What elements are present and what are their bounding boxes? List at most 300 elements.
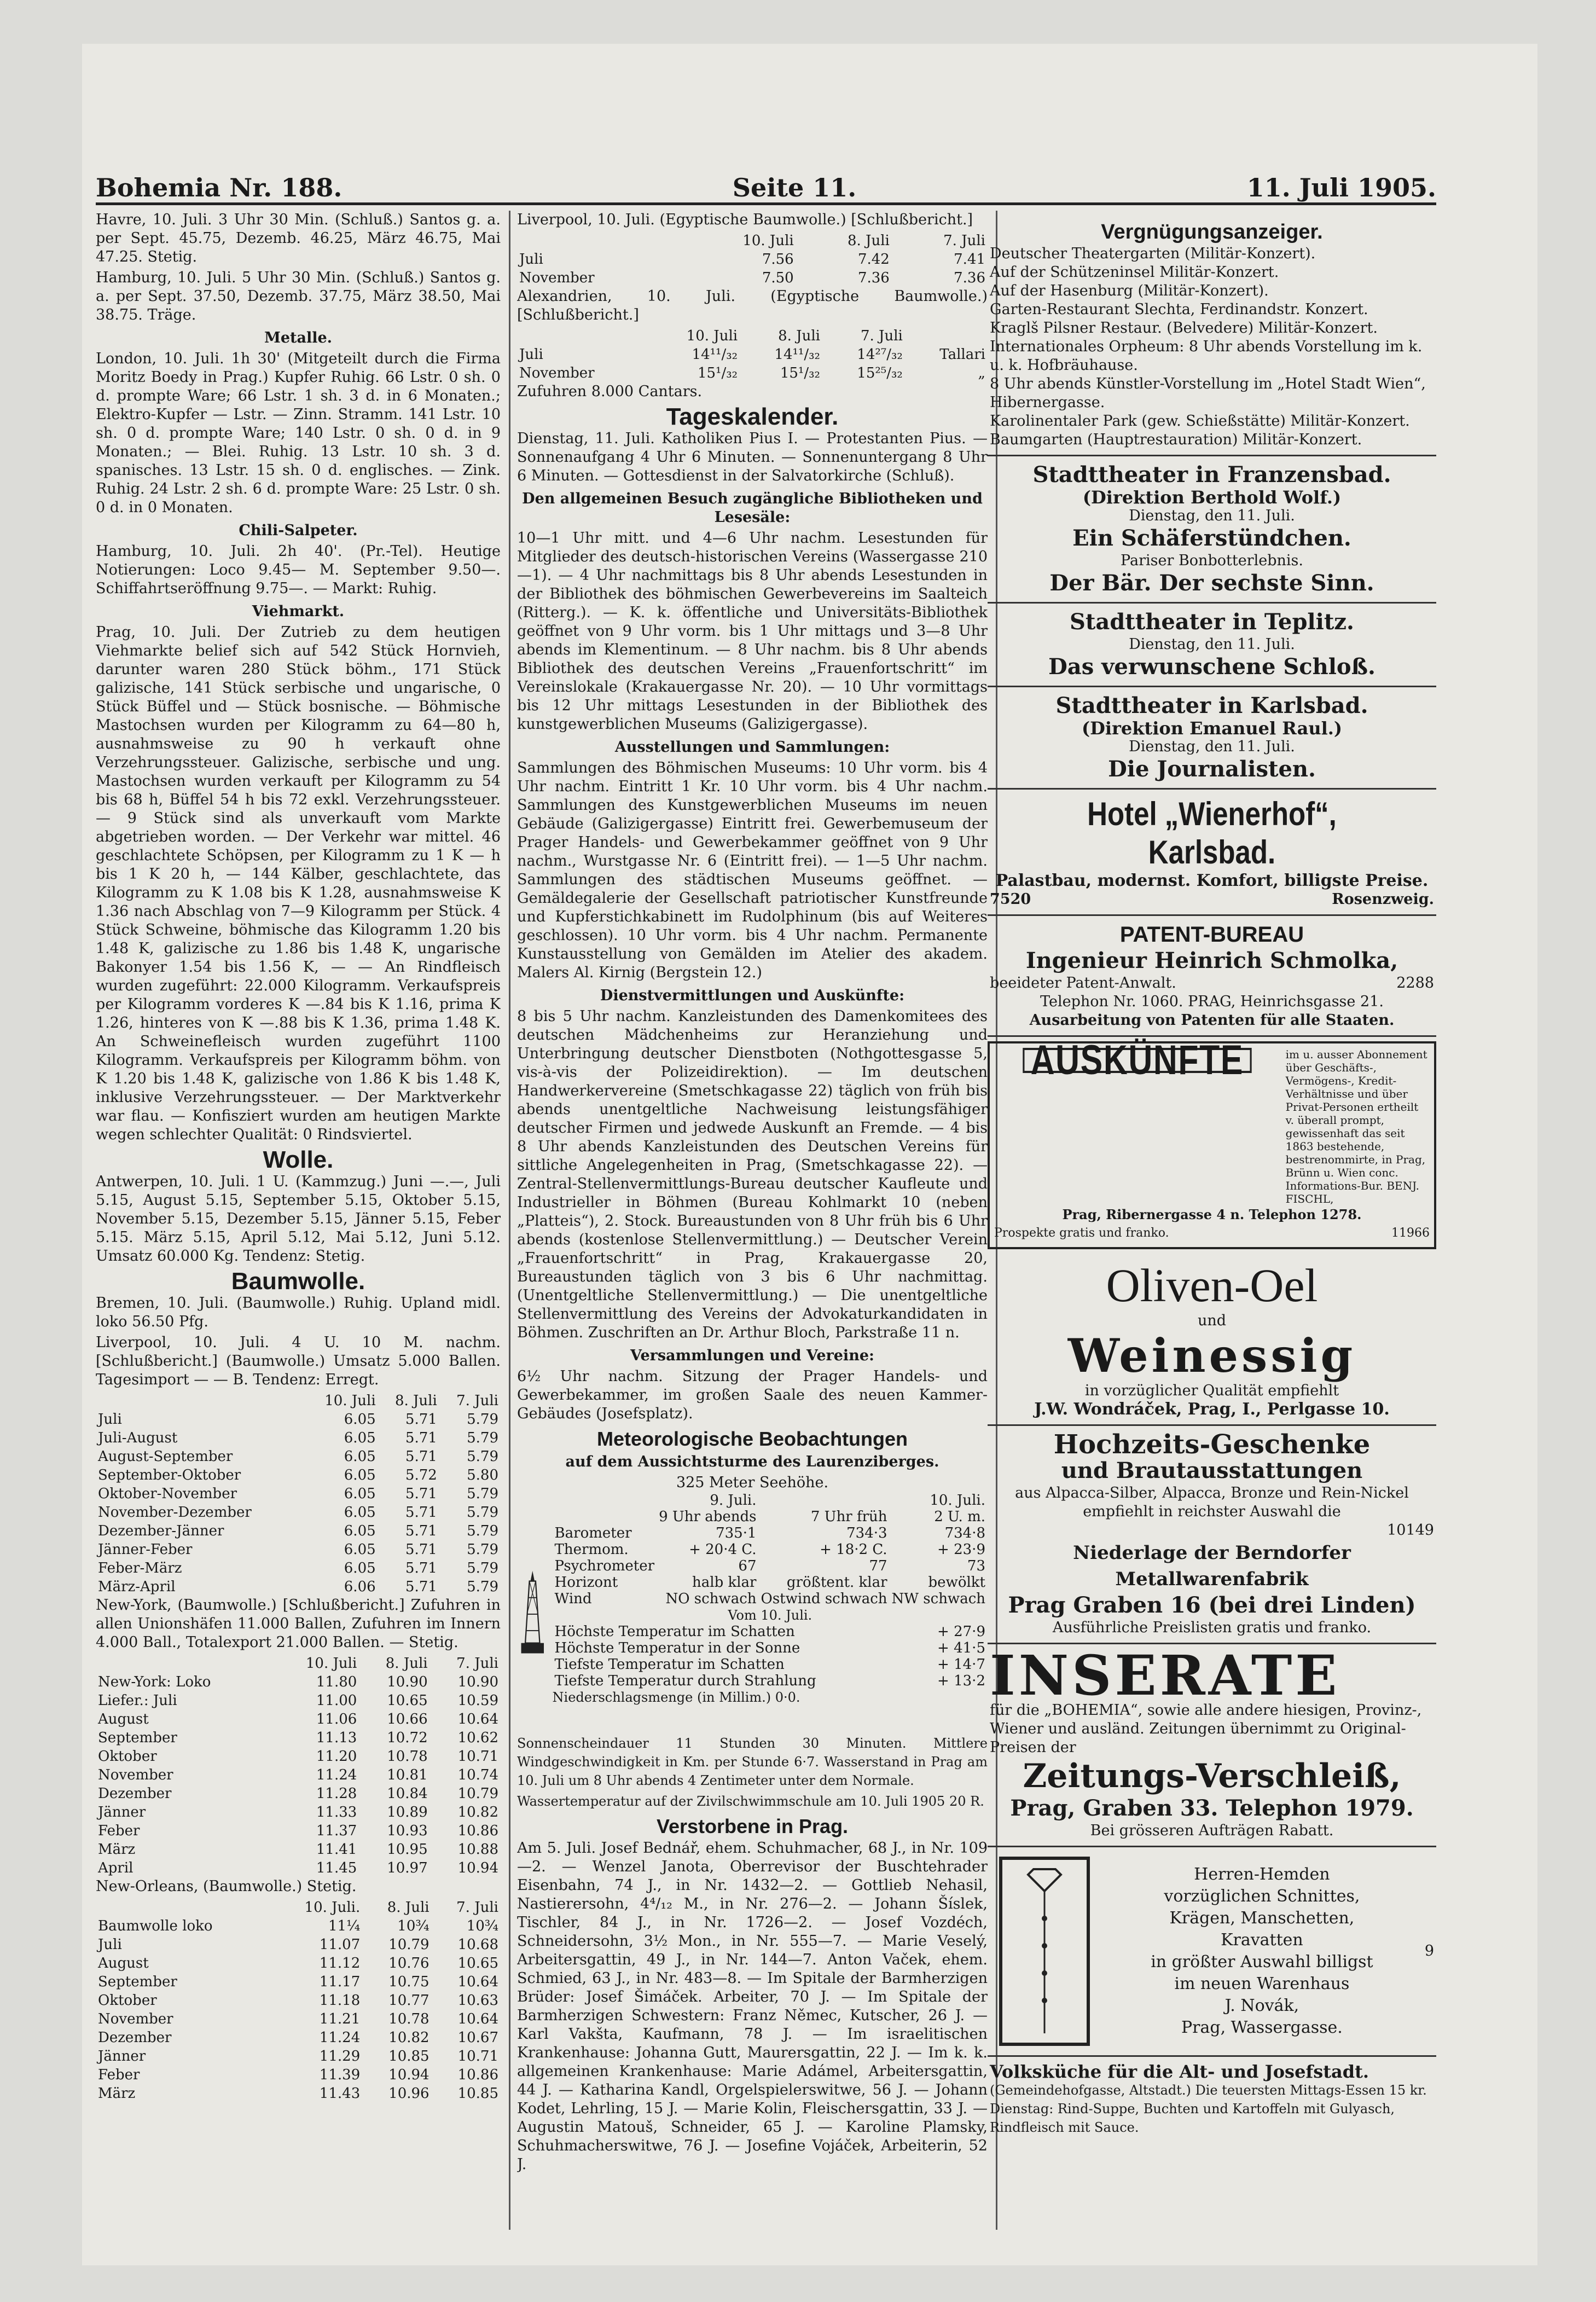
table-header-cell xyxy=(96,1898,273,1917)
table-cell: 10.62 xyxy=(457,1730,498,1746)
list-item: im neuen Warenhaus xyxy=(1174,1974,1350,1993)
table-cell: 10.64 xyxy=(457,2011,498,2027)
meteo-time: 2 U. m. xyxy=(934,1509,985,1525)
table-cell: 6.05 xyxy=(344,1430,376,1446)
table-row xyxy=(96,2066,501,2084)
table-row xyxy=(96,1485,501,1503)
volkskueche-title: Volksküche für die Alt- und Josefstadt. xyxy=(990,2061,1369,2082)
table-row xyxy=(517,345,988,364)
vergnuegungsanzeiger-heading: Vergnügungsanzeiger. xyxy=(1101,221,1323,243)
table-cell: 10.78 xyxy=(387,1748,428,1765)
table-cell: „ xyxy=(978,365,985,381)
hochzeits-number: 10149 xyxy=(1387,1522,1434,1539)
franzensbad-subtitle: Pariser Bonbotterlebnis. xyxy=(1121,552,1303,569)
hochzeits-footer: Ausführliche Preislisten gratis und franko. xyxy=(1052,1619,1372,1636)
table-cell: August xyxy=(98,1955,149,1972)
havre-report: Havre, 10. Juli. 3 Uhr 30 Min. (Schluß.) Santos g. a. per Sept. 45.75, Dezemb. 46.25, März 46.75, Mai 47.25. Stetig. xyxy=(96,211,501,265)
table-cell: März-April xyxy=(98,1579,176,1595)
patent-footer: Ausarbeitung von Patenten für alle Staaten. xyxy=(1029,1012,1395,1029)
table-header-row xyxy=(517,327,988,345)
meteo-from: Vom 10. Juli. xyxy=(728,1608,812,1623)
table-cell: 5.71 xyxy=(405,1523,437,1539)
table-row xyxy=(553,1574,988,1591)
hochzeits-title: Hochzeits-Geschenke xyxy=(1053,1429,1371,1460)
table-cell: 67 xyxy=(738,1558,757,1574)
table-cell: 11.06 xyxy=(316,1711,357,1727)
table-cell: 10.82 xyxy=(388,2030,430,2046)
table-cell: 10¾ xyxy=(466,1918,498,1934)
table-header-cell: 7. Juli xyxy=(456,1899,498,1916)
table-cell: Oktober-November xyxy=(98,1486,237,1502)
table-cell: Juli-August xyxy=(98,1430,178,1446)
column-markets xyxy=(96,211,501,2235)
wolle-report: Antwerpen, 10. Juli. 1 U. (Kammzug.) Juni —.—, Juli 5.15, August 5.15, September 5.15, Oktober 5.15, November 5.15, Dezember 5.15, Jänner 5.15, Feber 5.15. März 5.15, April 5.12, Mai 5.12, Juni 5.12. Umsatz 60.000 Kg. Tendenz: Stetig. xyxy=(96,1173,501,1265)
table-cell: 11.45 xyxy=(316,1860,357,1876)
table-cell: 10.81 xyxy=(387,1767,428,1783)
table-cell: Psychrometer xyxy=(554,1558,655,1574)
table-cell: Feber xyxy=(98,2067,140,2083)
list-item: Kravatten xyxy=(1221,1930,1303,1950)
list-item: Kraglš Pilsner Restaur. (Belvedere) Militär-Konzert. xyxy=(990,320,1378,337)
table-cell: 10.94 xyxy=(457,1860,498,1876)
table-cell: 5.71 xyxy=(405,1411,437,1428)
auskuenfte-address: Prag, Ribernergasse 4 n. Telephon 1278. xyxy=(1062,1207,1362,1222)
issue-date: 11. Juli 1905. xyxy=(1246,173,1436,202)
versammlungen-heading: Versammlungen und Vereine: xyxy=(630,1347,874,1364)
table-cell: 10.64 xyxy=(457,1974,498,1990)
table-cell: 6.05 xyxy=(344,1448,376,1465)
franzensbad-title: Stadttheater in Franzensbad. xyxy=(1032,462,1391,488)
table-cell: 10.65 xyxy=(387,1692,428,1709)
table-row xyxy=(517,269,988,287)
table-cell: New-York: Loko xyxy=(98,1674,211,1690)
table-row xyxy=(96,1540,501,1559)
dienst-text: 8 bis 5 Uhr nachm. Kanzleistunden des Damenkomitees des deutschen Mädchenheims zur Heranziehung und Unterbringung deutscher Dienstboten (Nothgottesgasse 5, vis-à-vis der Polizeidirektion). — Im deutschen Handwerkervereine (Smetschkagasse 22) täglich von früh bis abends unentgeltliche Nachweisung leistungsfähiger deutscher Firmen und jedwede Auskunft an Fremde. — 4 bis 8 Uhr abends Kanzleistunden des Deutschen Vereins für sittliche Angelegenheiten in Prag, (Smetschkagasse 22). — Zentral-Stellenvermittlungs-Bureau deutscher Kaufleute und Industrieller in Böhmen (Bureau Kohlmarkt 10 (neben „Platteis“), 2. Stock. Bureaustunden von 8 Uhr früh bis 6 Uhr abends (kostenlose Stellenvermittlung.) — Deutscher Verein „Frauenfortschritt“ in Prag, Krakauergasse 20, Bureaustunden täglich von 3 bis 6 Uhr nachmittag. (Unentgeltliche Stellenvermittlung.) — Die unentgeltliche Stellenvermittlung des Vereins der Advokaturkandidaten in Böhmen. Zuschriften an Dr. Arthur Bloch, Parkstraße 11 n. xyxy=(517,1008,988,1341)
table-row xyxy=(96,1784,501,1803)
auskuenfte-ad xyxy=(988,1037,1436,1249)
hochzeits-address: Prag Graben 16 (bei drei Linden) xyxy=(1008,1592,1416,1618)
table-cell: 11.39 xyxy=(319,2067,361,2083)
patent-subtitle: beeideter Patent-Anwalt. xyxy=(990,975,1176,991)
patent-number: 2288 xyxy=(1396,975,1434,991)
hemden-ad xyxy=(988,1847,1436,2057)
hotel-number: 7520 xyxy=(990,891,1031,908)
table-cell: 7.41 xyxy=(954,251,985,268)
table-cell: 15²⁵/₃₂ xyxy=(857,365,903,381)
table-cell: Jänner xyxy=(98,1804,146,1820)
table-header-cell: 8. Juli xyxy=(385,1655,428,1672)
table-cell: halb klar xyxy=(692,1574,757,1591)
table-cell: 7.56 xyxy=(762,251,794,268)
table-cell: 10.78 xyxy=(388,2011,430,2027)
table-cell: März xyxy=(98,2085,136,2102)
table-cell: 5.71 xyxy=(405,1448,437,1465)
table-cell: Tiefste Temperatur im Schatten xyxy=(554,1656,785,1673)
list-item: vorzüglichen Schnittes, xyxy=(1164,1887,1360,1906)
alexandria-report: Alexandrien, 10. Juli. (Egyptische Baumwolle.) [Schlußbericht.] xyxy=(517,288,988,323)
meteo-date-2: 10. Juli. xyxy=(930,1492,985,1509)
karlsbad-date: Dienstag, den 11. Juli. xyxy=(1129,738,1295,755)
bibliotheken-heading: Den allgemeinen Besuch zugängliche Bibliotheken und Lesesäle: xyxy=(522,490,983,526)
versammlungen-text: 6½ Uhr nachm. Sitzung der Prager Handels- und Gewerbekammer, im großen Saale des neuen Kammer-Gebäudes (Josefsplatz). xyxy=(517,1368,988,1422)
list-item: Garten-Restaurant Slechta, Ferdinandstr. Konzert. xyxy=(990,301,1368,318)
franzensbad-ad xyxy=(988,456,1436,604)
bibliotheken-text: 10—1 Uhr mitt. und 4—6 Uhr nachm. Lesestunden für Mitglieder des deutsch-historischen Vereins (Wassergasse 210—1). — 4 Uhr nachmittags bis 8 Uhr abends Lesestunden in der Bibliothek des böhmischen Gewerbevereins im Saalteich (Ritterg.). — K. k. öffentliche und Universitäts-Bibliothek geöffnet von 9 Uhr vorm. bis 1 Uhr mittags und 3—8 Uhr abends im Klementinum. — 8 Uhr nachm. bis 8 Uhr abends Bibliothek des deutschen Vereins „Frauenfortschritt“ im Vereinslokale (Krakauergasse Nr. 20). — 10 Uhr vormittags bis 12 Uhr mittags Lesestunden in der Bibliothek des kunstgewerblichen Museums (Galizigergasse). xyxy=(517,530,988,733)
teplitz-play: Das verwunschene Schloß. xyxy=(1048,654,1376,680)
table-cell: Ostwind schwach xyxy=(761,1591,887,1607)
table-header-cell xyxy=(96,1654,275,1673)
table-cell: Baumwolle loko xyxy=(98,1918,213,1934)
table-cell: 10.79 xyxy=(457,1785,498,1802)
weinessig-title: Weinessig xyxy=(1067,1329,1356,1383)
auskuenfte-footer: Prospekte gratis und franko. xyxy=(994,1226,1169,1240)
metalle-heading: Metalle. xyxy=(264,329,333,346)
table-cell: + 18·2 C. xyxy=(820,1541,887,1558)
table-cell: 10.75 xyxy=(388,1974,430,1990)
table-row xyxy=(96,1410,501,1429)
table-cell: Höchste Temperatur in der Sonne xyxy=(554,1640,800,1656)
table-cell: Tiefste Temperatur durch Strahlung xyxy=(554,1673,816,1689)
table-cell: 10.76 xyxy=(388,1955,430,1972)
list-item: in größter Auswahl billigst xyxy=(1151,1952,1373,1972)
table-cell: November xyxy=(519,365,595,381)
table-cell: September xyxy=(98,1730,177,1746)
table-row xyxy=(517,250,988,269)
table-cell: 5.71 xyxy=(405,1430,437,1446)
liverpool-report: Liverpool, 10. Juli. 4 U. 10 M. nachm. [Schlußbericht.] (Baumwolle.) Umsatz 5.000 Ballen. Tagesimport — — B. Tendenz: Erregt. xyxy=(96,1334,501,1388)
table-row xyxy=(96,2028,501,2047)
franzensbad-direction: (Direktion Berthold Wolf.) xyxy=(1082,487,1342,508)
table-cell: 5.79 xyxy=(467,1579,498,1595)
table-cell: 10.72 xyxy=(387,1730,428,1746)
table-cell: + 14·7 xyxy=(937,1656,985,1673)
hemden-text xyxy=(1105,1864,1419,2039)
dienst-heading: Dienstvermittlungen und Auskünfte: xyxy=(600,987,905,1004)
table-row xyxy=(96,1559,501,1578)
inserate-address: Prag, Graben 33. Telephon 1979. xyxy=(1010,1795,1414,1821)
table-cell: Thermom. xyxy=(554,1541,629,1558)
list-item: Prag, Wassergasse. xyxy=(1181,2018,1343,2037)
table-cell: 734·8 xyxy=(944,1525,985,1541)
table-header-cell: 8. Juli xyxy=(387,1899,430,1916)
table-header-row xyxy=(517,231,988,250)
table-cell: 10.63 xyxy=(457,1992,498,2009)
newyork-table xyxy=(96,1654,501,1877)
table-cell: 10.89 xyxy=(387,1804,428,1820)
table-cell: November xyxy=(98,1767,173,1783)
table-cell: November xyxy=(98,2011,173,2027)
volkskueche-text: (Gemeindehofgasse, Altstadt.) Die teuersten Mittags-Essen 15 kr. Dienstag: Rind-Suppe, Buchten und Kartoffeln mit Gulyasch, Rindfleisch mit Sauce. xyxy=(990,2083,1427,2135)
oliven-oel-title: Oliven-Oel xyxy=(1106,1259,1318,1312)
list-item: J. Novák, xyxy=(1224,1996,1299,2015)
table-cell: 7.50 xyxy=(762,270,794,286)
table-header-cell: 7. Juli xyxy=(456,1655,498,1672)
table-cell: 6.05 xyxy=(344,1467,376,1483)
table-cell: 11.00 xyxy=(316,1692,357,1709)
table-cell: Wind xyxy=(554,1591,592,1607)
meteo-altitude: 325 Meter Seehöhe. xyxy=(676,1474,829,1491)
table-cell: 6.05 xyxy=(344,1486,376,1502)
list-item: Baumgarten (Hauptrestauration) Militär-Konzert. xyxy=(990,431,1362,448)
shirt-icon xyxy=(990,1853,1099,2050)
vergnuegungsanzeiger-list xyxy=(990,245,1434,449)
table-cell: 14¹¹/₃₂ xyxy=(774,346,820,363)
hamburg-report: Hamburg, 10. Juli. 5 Uhr 30 Min. (Schluß.) Santos g. a. per Sept. 37.50, Dezemb. 37.75, März 38.50, Mai 38.75. Träge. xyxy=(96,269,501,323)
column-ads xyxy=(988,211,1436,2235)
table-row xyxy=(553,1656,988,1673)
patent-title: PATENT-BUREAU xyxy=(1119,923,1304,947)
table-cell: 735·1 xyxy=(716,1525,757,1541)
table-cell: Horizont xyxy=(554,1574,618,1591)
meteo-date-1: 9. Juli. xyxy=(710,1492,757,1509)
table-row xyxy=(96,1673,501,1691)
table-cell: 11.43 xyxy=(319,2085,361,2102)
table-cell: 11.21 xyxy=(319,2011,361,2027)
table-cell: 10.79 xyxy=(388,1936,430,1953)
table-cell: 11.24 xyxy=(316,1767,357,1783)
table-cell: 14¹¹/₃₂ xyxy=(692,346,738,363)
table-cell: November xyxy=(519,270,595,286)
table-header-row xyxy=(96,1654,501,1673)
masthead-left: Bohemia Nr. 188. xyxy=(96,173,343,202)
auskuenfte-title: AUSKÜNFTE xyxy=(1023,1048,1251,1073)
meteo-extra: Sonnenscheindauer 11 Stunden 30 Minuten. Mittlere Windgeschwindigkeit in Km. per Stunde 6·7. Wasserstand in Prag am 10. Juli um 8 Uhr abends 4 Zentimeter unter dem Normale. xyxy=(517,1736,988,1788)
table-cell: 5.79 xyxy=(467,1430,498,1446)
table-cell: Oktober xyxy=(98,1748,157,1765)
table-cell: November-Dezember xyxy=(98,1504,252,1521)
table-cell: 5.79 xyxy=(467,1486,498,1502)
table-cell: Oktober xyxy=(98,1992,157,2009)
inserate-footer: Bei grösseren Aufträgen Rabatt. xyxy=(1090,1822,1334,1839)
weinessig-subtitle: in vorzüglicher Qualität empfiehlt xyxy=(1084,1382,1339,1399)
teplitz-date: Dienstag, den 11. Juli. xyxy=(1129,636,1295,653)
table-cell: April xyxy=(98,1860,134,1876)
table-header-cell xyxy=(517,327,648,345)
table-cell: 10.88 xyxy=(457,1841,498,1858)
neworleans-table xyxy=(96,1898,501,2103)
table-cell: 6.06 xyxy=(344,1579,376,1595)
list-item: Auf der Hasenburg (Militär-Konzert). xyxy=(990,282,1269,299)
table-cell: 10.82 xyxy=(457,1804,498,1820)
vieh-heading: Viehmarkt. xyxy=(252,603,345,620)
alexandria-footnote: Zufuhren 8.000 Cantars. xyxy=(517,383,703,400)
karlsbad-title: Stadttheater in Karlsbad. xyxy=(1055,693,1368,718)
table-cell: 5.79 xyxy=(467,1411,498,1428)
table-cell: 10.84 xyxy=(387,1785,428,1802)
table-cell: 11.17 xyxy=(319,1974,361,1990)
table-row xyxy=(553,1541,988,1558)
table-row xyxy=(96,2010,501,2028)
table-header-row xyxy=(96,1391,501,1410)
table-cell: Juli xyxy=(519,346,543,363)
list-item: Karolinentaler Park (gew. Schießstätte) Militär-Konzert. xyxy=(990,413,1410,430)
meteo-rain: Niederschlagsmenge (in Millim.) 0·0. xyxy=(552,1690,800,1705)
table-cell: 10.93 xyxy=(387,1823,428,1839)
table-cell: 10.86 xyxy=(457,1823,498,1839)
patent-name: Ingenieur Heinrich Schmolka, xyxy=(1025,948,1398,973)
table-cell: Höchste Temperatur im Schatten xyxy=(554,1623,795,1640)
table-cell: Juli xyxy=(519,251,543,268)
table-cell: 6.05 xyxy=(344,1504,376,1521)
table-row xyxy=(96,1710,501,1729)
table-row xyxy=(96,1803,501,1822)
table-cell: + 13·2 xyxy=(937,1673,985,1689)
verstorbene-text: Am 5. Juli. Josef Bednář, ehem. Schuhmacher, 68 J., in Nr. 109—2. — Wenzel Janota, Oberrevisor der Buschtehrader Eisenbahn, 74 J., in Nr. 1432—2. — Gottlieb Nehasil, Nastierersohn, 4⁴/₁₂ M., in Nr. 276—2. — Johann Šíslek, Tischler, 84 J., in Nr. 1726—2. — Josef Vozdéch, Schneidersohn, 3½ Mon., in Nr. 555—7. — Marie Veselý, Arbeitersgattin, 49 J., in Nr. 144—7. Anton Vaček, ehem. Schmied, 63 J., in Nr. 483—8. — Im Spitale der Barmherzigen Brüder: Josef Šimáček. Arbeiter, 70 J. — Im Spitale der Barmherzigen Schwestern: Franz Němec, Kutscher, 26 J. — Karl Vakšta, Kaufmann, 78 J. — Im israelitischen Krankenhause: Johanna Gutt, Maurersgattin, 22 J. — Im k. k. allgemeinen Krankenhause: Marie Adámel, Arbeitersgattin, 44 J. — Katharina Kandl, Orgelspielerswitwe, 56 J. — Johann Kodet, Lehrling, 15 J. — Marie Kolin, Fleischersgattin, 33 J. — Augustin Matouš, Schneider, 65 J. — Karoline Plamsky, Schuhmacherswitwe, 76 J. — Josefine Vojáček, Arbeiterin, 52 J. xyxy=(517,1840,988,2173)
table-cell: + 20·4 C. xyxy=(689,1541,757,1558)
table-cell: + 23·9 xyxy=(937,1541,985,1558)
table-header-cell: 8. Juli xyxy=(778,328,820,344)
table-cell: 10.66 xyxy=(387,1711,428,1727)
egypt-liverpool-report: Liverpool, 10. Juli. (Egyptische Baumwolle.) [Schlußbericht.] xyxy=(517,211,973,228)
table-cell: 10.67 xyxy=(457,2030,498,2046)
table-cell: 10.71 xyxy=(457,1748,498,1765)
table-row xyxy=(96,1991,501,2010)
table-cell: 7.42 xyxy=(857,251,890,268)
table-row xyxy=(96,1917,501,1935)
table-cell: 11.80 xyxy=(316,1674,357,1690)
table-cell: größtent. klar xyxy=(786,1574,887,1591)
meteo-block xyxy=(517,1492,988,1734)
table-row xyxy=(96,1840,501,1859)
table-row xyxy=(553,1558,988,1574)
table-row xyxy=(96,1954,501,1973)
list-item: Internationales Orpheum: 8 Uhr abends Vorstellung im k. u. k. Hofbräuhause. xyxy=(990,338,1423,374)
table-cell: 5.71 xyxy=(405,1579,437,1595)
table-row xyxy=(553,1640,988,1656)
hochzeits-ad xyxy=(988,1426,1436,1644)
inserate-title: INSERATE xyxy=(990,1643,1340,1708)
meteo-time: 9 Uhr abends xyxy=(659,1509,757,1525)
table-cell: 11.41 xyxy=(316,1841,357,1858)
table-cell: Feber-März xyxy=(98,1560,182,1576)
table-cell: 15¹/₃₂ xyxy=(697,365,738,381)
ausstellungen-heading: Ausstellungen und Sammlungen: xyxy=(614,739,890,756)
table-cell: 10.85 xyxy=(388,2048,430,2065)
table-cell: 5.71 xyxy=(405,1541,437,1558)
table-row xyxy=(96,1766,501,1784)
column-calendar xyxy=(517,211,988,2235)
table-cell: 5.71 xyxy=(405,1504,437,1521)
table-cell: Barometer xyxy=(554,1525,632,1541)
table-cell: 734·3 xyxy=(846,1525,887,1541)
egypt-liverpool-table xyxy=(517,231,988,287)
list-item: Krägen, Manschetten, xyxy=(1169,1909,1355,1928)
verstorbene-heading: Verstorbene in Prag. xyxy=(656,1815,849,1837)
table-row xyxy=(96,1522,501,1540)
table-header-cell: 10. Juli xyxy=(324,1393,376,1409)
table-row xyxy=(553,1591,988,1607)
table-header-cell: 10. Juli xyxy=(305,1655,357,1672)
table-cell: NO schwach xyxy=(665,1591,757,1607)
table-cell: 10.65 xyxy=(457,1955,498,1972)
teplitz-ad xyxy=(988,604,1436,687)
table-header-cell: 8. Juli xyxy=(847,233,890,249)
table-cell: 6.05 xyxy=(344,1523,376,1539)
tageskalender-heading: Tageskalender. xyxy=(666,403,839,430)
inserate-name: Zeitungs-Verschleiß, xyxy=(1023,1757,1401,1795)
patent-telephone: Telephon Nr. 1060. PRAG, Heinrichsgasse 21. xyxy=(1040,993,1384,1010)
table-cell: 5.71 xyxy=(405,1486,437,1502)
table-cell: 11¼ xyxy=(328,1918,361,1934)
meteo-table xyxy=(553,1492,988,1607)
table-cell: Juli xyxy=(98,1936,122,1953)
karlsbad-direction: (Direktion Emanuel Raul.) xyxy=(1081,718,1343,739)
hochzeits-text: aus Alpacca-Silber, Alpacca, Bronze und Rein-Nickel empfiehlt in reichster Auswahl die xyxy=(1015,1485,1409,1520)
hotel-owner: Rosenzweig. xyxy=(1332,891,1434,908)
table-cell: 10.74 xyxy=(457,1767,498,1783)
table-cell: Feber xyxy=(98,1823,140,1839)
table-cell: 6.05 xyxy=(344,1541,376,1558)
table-cell: 5.79 xyxy=(467,1523,498,1539)
table-cell: 10.86 xyxy=(457,2067,498,2083)
teplitz-title: Stadttheater in Teplitz. xyxy=(1070,609,1354,635)
weinessig-und: und xyxy=(1197,1312,1227,1329)
table-row xyxy=(517,364,988,382)
baumwolle-heading: Baumwolle. xyxy=(231,1268,365,1295)
table-cell: 10.94 xyxy=(388,2067,430,2083)
table-header-cell xyxy=(517,231,681,250)
table-header-cell xyxy=(905,327,988,345)
table-cell: September-Oktober xyxy=(98,1467,241,1483)
karlsbad-play: Die Journalisten. xyxy=(1108,756,1316,782)
table-cell: März xyxy=(98,1841,136,1858)
table-cell: 5.79 xyxy=(467,1448,498,1465)
patent-bureau-ad xyxy=(988,916,1436,1037)
table-header-cell: 10. Juli xyxy=(742,233,794,249)
table-row xyxy=(96,1691,501,1710)
table-cell: 11.18 xyxy=(319,1992,361,2009)
inserate-ad xyxy=(988,1644,1436,1847)
table-cell: 7.36 xyxy=(954,270,985,286)
table-cell: NW schwach xyxy=(891,1591,985,1607)
bremen-report: Bremen, 10. Juli. (Baumwolle.) Ruhig. Upland midl. loko 56.50 Pfg. xyxy=(96,1295,501,1330)
lookout-tower-icon xyxy=(517,1495,548,1731)
table-cell: 11.33 xyxy=(316,1804,357,1820)
table-header-cell: 7. Juli xyxy=(456,1393,498,1409)
table-cell: Dezember xyxy=(98,1785,172,1802)
tageskalender-text: Dienstag, 11. Juli. Katholiken Pius I. — Protestanten Pius. — Sonnenaufgang 4 Uhr 6 Minuten. — Sonnenuntergang 8 Uhr 6 Minuten. — Gottesdienst in der Salvatorkirche (Schluß). xyxy=(517,430,988,484)
table-cell: 10.97 xyxy=(387,1860,428,1876)
table-header-row xyxy=(96,1898,501,1917)
table-row xyxy=(96,1935,501,1954)
hotel-wienerhof-ad xyxy=(988,790,1436,916)
auskuenfte-text: im u. ausser Abonnement über Geschäfts-, Vermögens-, Kredit-Verhältnisse und über Privat-Personen ertheilt v. überall prompt, gewissenhaft das seit 1863 bestehende, bestrenommirte, in Prag, Brünn u. Wien conc. Informations-Bur. BENJ. FISCHL, xyxy=(1285,1048,1427,1205)
table-header-cell: 10. Juli xyxy=(686,328,738,344)
weinessig-address: J.W. Wondráček, Prag, I., Perlgasse 10. xyxy=(1034,1400,1390,1419)
table-cell: 10.77 xyxy=(388,1992,430,2009)
meteo-temps-table xyxy=(553,1623,988,1689)
table-cell: 11.29 xyxy=(319,2048,361,2065)
table-cell: 10.85 xyxy=(457,2085,498,2102)
list-item: 8 Uhr abends Künstler-Vorstellung im „Hotel Stadt Wien“, Hibernergasse. xyxy=(990,375,1426,411)
table-row xyxy=(553,1525,988,1541)
table-cell: + 27·9 xyxy=(937,1623,985,1640)
hotel-title: Hotel „Wienerhof“, Karlsbad. xyxy=(1087,796,1337,871)
table-cell: 5.79 xyxy=(467,1504,498,1521)
table-cell: 10.90 xyxy=(387,1674,428,1690)
karlsbad-ad xyxy=(988,687,1436,790)
vieh-report: Prag, 10. Juli. Der Zutrieb zu dem heutigen Viehmarkte belief sich auf 542 Stück Hornvieh, darunter waren 280 Stück böhm., 171 Stück galizische, 141 Stück serbische und ungarische, 0 Stück Büffel und — Stück bosnische. — Böhmische Mastochsen wurden per Kilogramm zu 64—80 h, ausnahmsweise zu 90 h verkauft ohne Verzehrungssteuer. Galizische, serbische und ung. Mastochsen wurden verkauft per Kilogramm zu 54 bis 68 h, Büffel 54 h bis 72 exkl. Verzehrungssteuer. — 9 Stück sind als unverkauft vom Markte abgetrieben worden. — Der Verkehr war mittel. 46 geschlachtete Schöpsen, per Kilogramm zu 1 K — h bis 1 K 20 h, — 144 Kälber, geschlachtete, das Kilogramm zu K 1.08 bis K 1.28, ausnahmsweise K 1.36 nach Abschlag von 7—9 Kilogramm per Stück. 4 Stück Schweine, böhmische das Kilogramm 1.20 bis 1.48 K, galizische zu 1.86 bis 1.48 K, ungarische Bakonyer 1.54 bis 1.56 K, — — An Rindfleisch wurden zugeführt: 22.000 Kilogramm. Verkaufspreis per Kilogramm vorderes K —.84 bis K 1.16, prima K 1.26, hinteres von K —.88 bis K 1.36, prima 1.48 K. An Schweinefleisch wurden zugeführt 1100 Kilogramm. Verkaufspreis per Kilogramm böhm. von K 1.20 bis 1.48 K, galizische von 1.86 K bis 1.48 K, inklusive Verzehrungssteuer. — Der Marktverkehr war flau. — Konfisziert wurden am heutigen Markte wegen schlechter Qualität: 0 Rindsviertel. xyxy=(96,624,501,1143)
table-cell: 5.79 xyxy=(467,1560,498,1576)
hemden-number: 9 xyxy=(1424,1943,1434,1959)
table-row xyxy=(96,2047,501,2066)
neworleans-report: New-Orleans, (Baumwolle.) Stetig. xyxy=(96,1878,357,1895)
list-item: Herren-Hemden xyxy=(1194,1865,1330,1884)
table-cell: 6.05 xyxy=(344,1411,376,1428)
meteo-time: 7 Uhr früh xyxy=(810,1509,887,1525)
table-cell: Dezember xyxy=(98,2030,172,2046)
table-cell: 11.20 xyxy=(316,1748,357,1765)
